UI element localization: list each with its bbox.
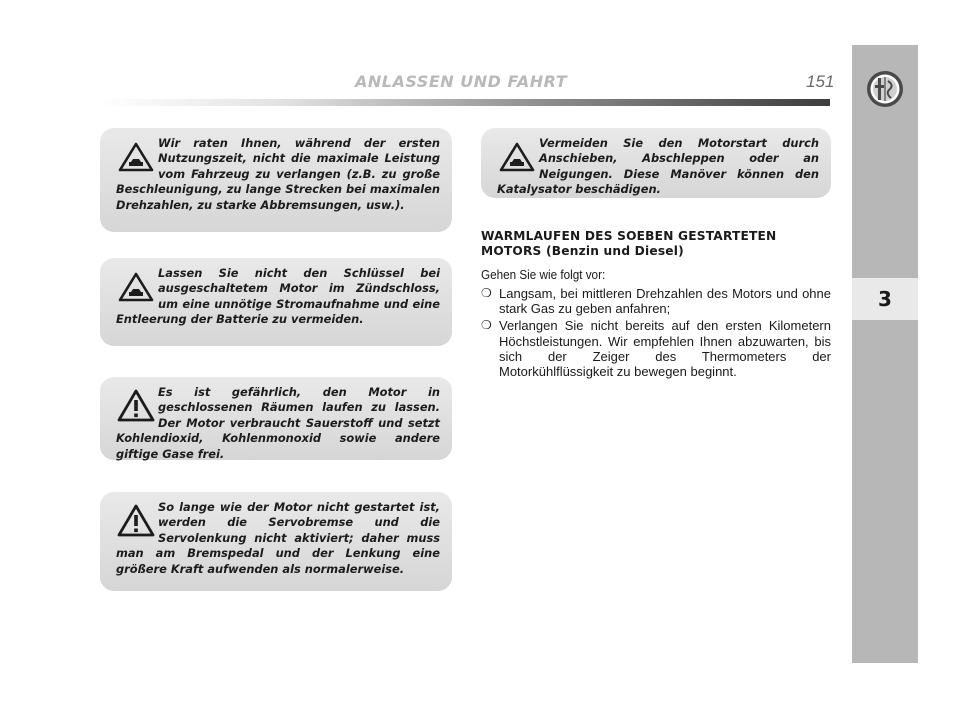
car-notice-icon xyxy=(116,138,156,174)
warning-text: Wir raten Ihnen, während der ersten Nutzungszeit, nicht die maximale Leistung vom Fahrzeug zu verlangen (z.B. zu große Beschleunigung, zu lange Strecken bei maximalen Drehzahlen, zu starke Abbremsungen, usw.). xyxy=(116,136,440,212)
chapter-tab: 3 xyxy=(852,278,918,320)
chapter-title: ANLASSEN UND FAHRT xyxy=(355,72,568,91)
list-item xyxy=(481,286,831,316)
list-item-text: Verlangen Sie nicht bereits auf den ersten Kilometern Höchstleistungen. Wir empfehlen Ihnen abzuwarten, bis sich der Zeiger des Thermometers der Motorkühlflüssigkeit zu bewegen beginnt. xyxy=(499,318,831,380)
chapter-sidebar xyxy=(852,45,918,663)
car-notice-icon xyxy=(497,138,537,174)
warning-box xyxy=(100,128,452,232)
page-number: 151 xyxy=(806,72,835,91)
warning-text: Es ist gefährlich, den Motor in geschlossenen Räumen laufen zu lassen. Der Motor verbraucht Sauerstoff und setzt Kohlendioxid, Kohlenmonoxid sowie andere giftige Gase frei. xyxy=(116,385,440,461)
exclamation-warning-icon xyxy=(116,502,156,538)
warning-box xyxy=(100,492,452,591)
list-item xyxy=(481,318,831,379)
exclamation-warning-icon xyxy=(116,387,156,423)
warning-box xyxy=(100,377,452,460)
car-notice-icon xyxy=(116,268,156,304)
warning-text: Lassen Sie nicht den Schlüssel bei ausgeschaltetem Motor im Zündschloss, um eine unnötige Stromaufnahme und eine Entleerung der Batterie zu vermeiden. xyxy=(116,266,440,327)
circle-bullet-icon: ❍ xyxy=(481,318,492,333)
warmup-section xyxy=(481,229,831,381)
circle-bullet-icon: ❍ xyxy=(481,286,492,300)
header-rule xyxy=(100,99,830,106)
section-heading-line1: WARMLAUFEN DES SOEBEN GESTARTETEN xyxy=(481,229,777,243)
warning-text: Vermeiden Sie den Motorstart durch Anschieben, Abschleppen oder an Neigungen. Diese Manöver können den Katalysator beschädigen. xyxy=(497,136,819,197)
section-heading xyxy=(481,229,831,259)
warning-text: So lange wie der Motor nicht gestartet ist, werden die Servobremse und die Servolenkung nicht aktiviert; daher muss man am Bremspedal und der Lenkung eine größere Kraft aufwenden als normalerweise. xyxy=(116,500,440,576)
section-heading-line2: MOTORS (Benzin und Diesel) xyxy=(481,244,684,258)
section-intro: Gehen Sie wie folgt vor: xyxy=(481,267,606,282)
instruction-list xyxy=(481,286,831,379)
alfa-romeo-logo-icon xyxy=(866,70,904,108)
list-item-text: Langsam, bei mittleren Drehzahlen des Motors und ohne stark Gas zu geben anfahren; xyxy=(499,286,831,317)
warning-box xyxy=(481,128,831,198)
warning-box xyxy=(100,258,452,346)
